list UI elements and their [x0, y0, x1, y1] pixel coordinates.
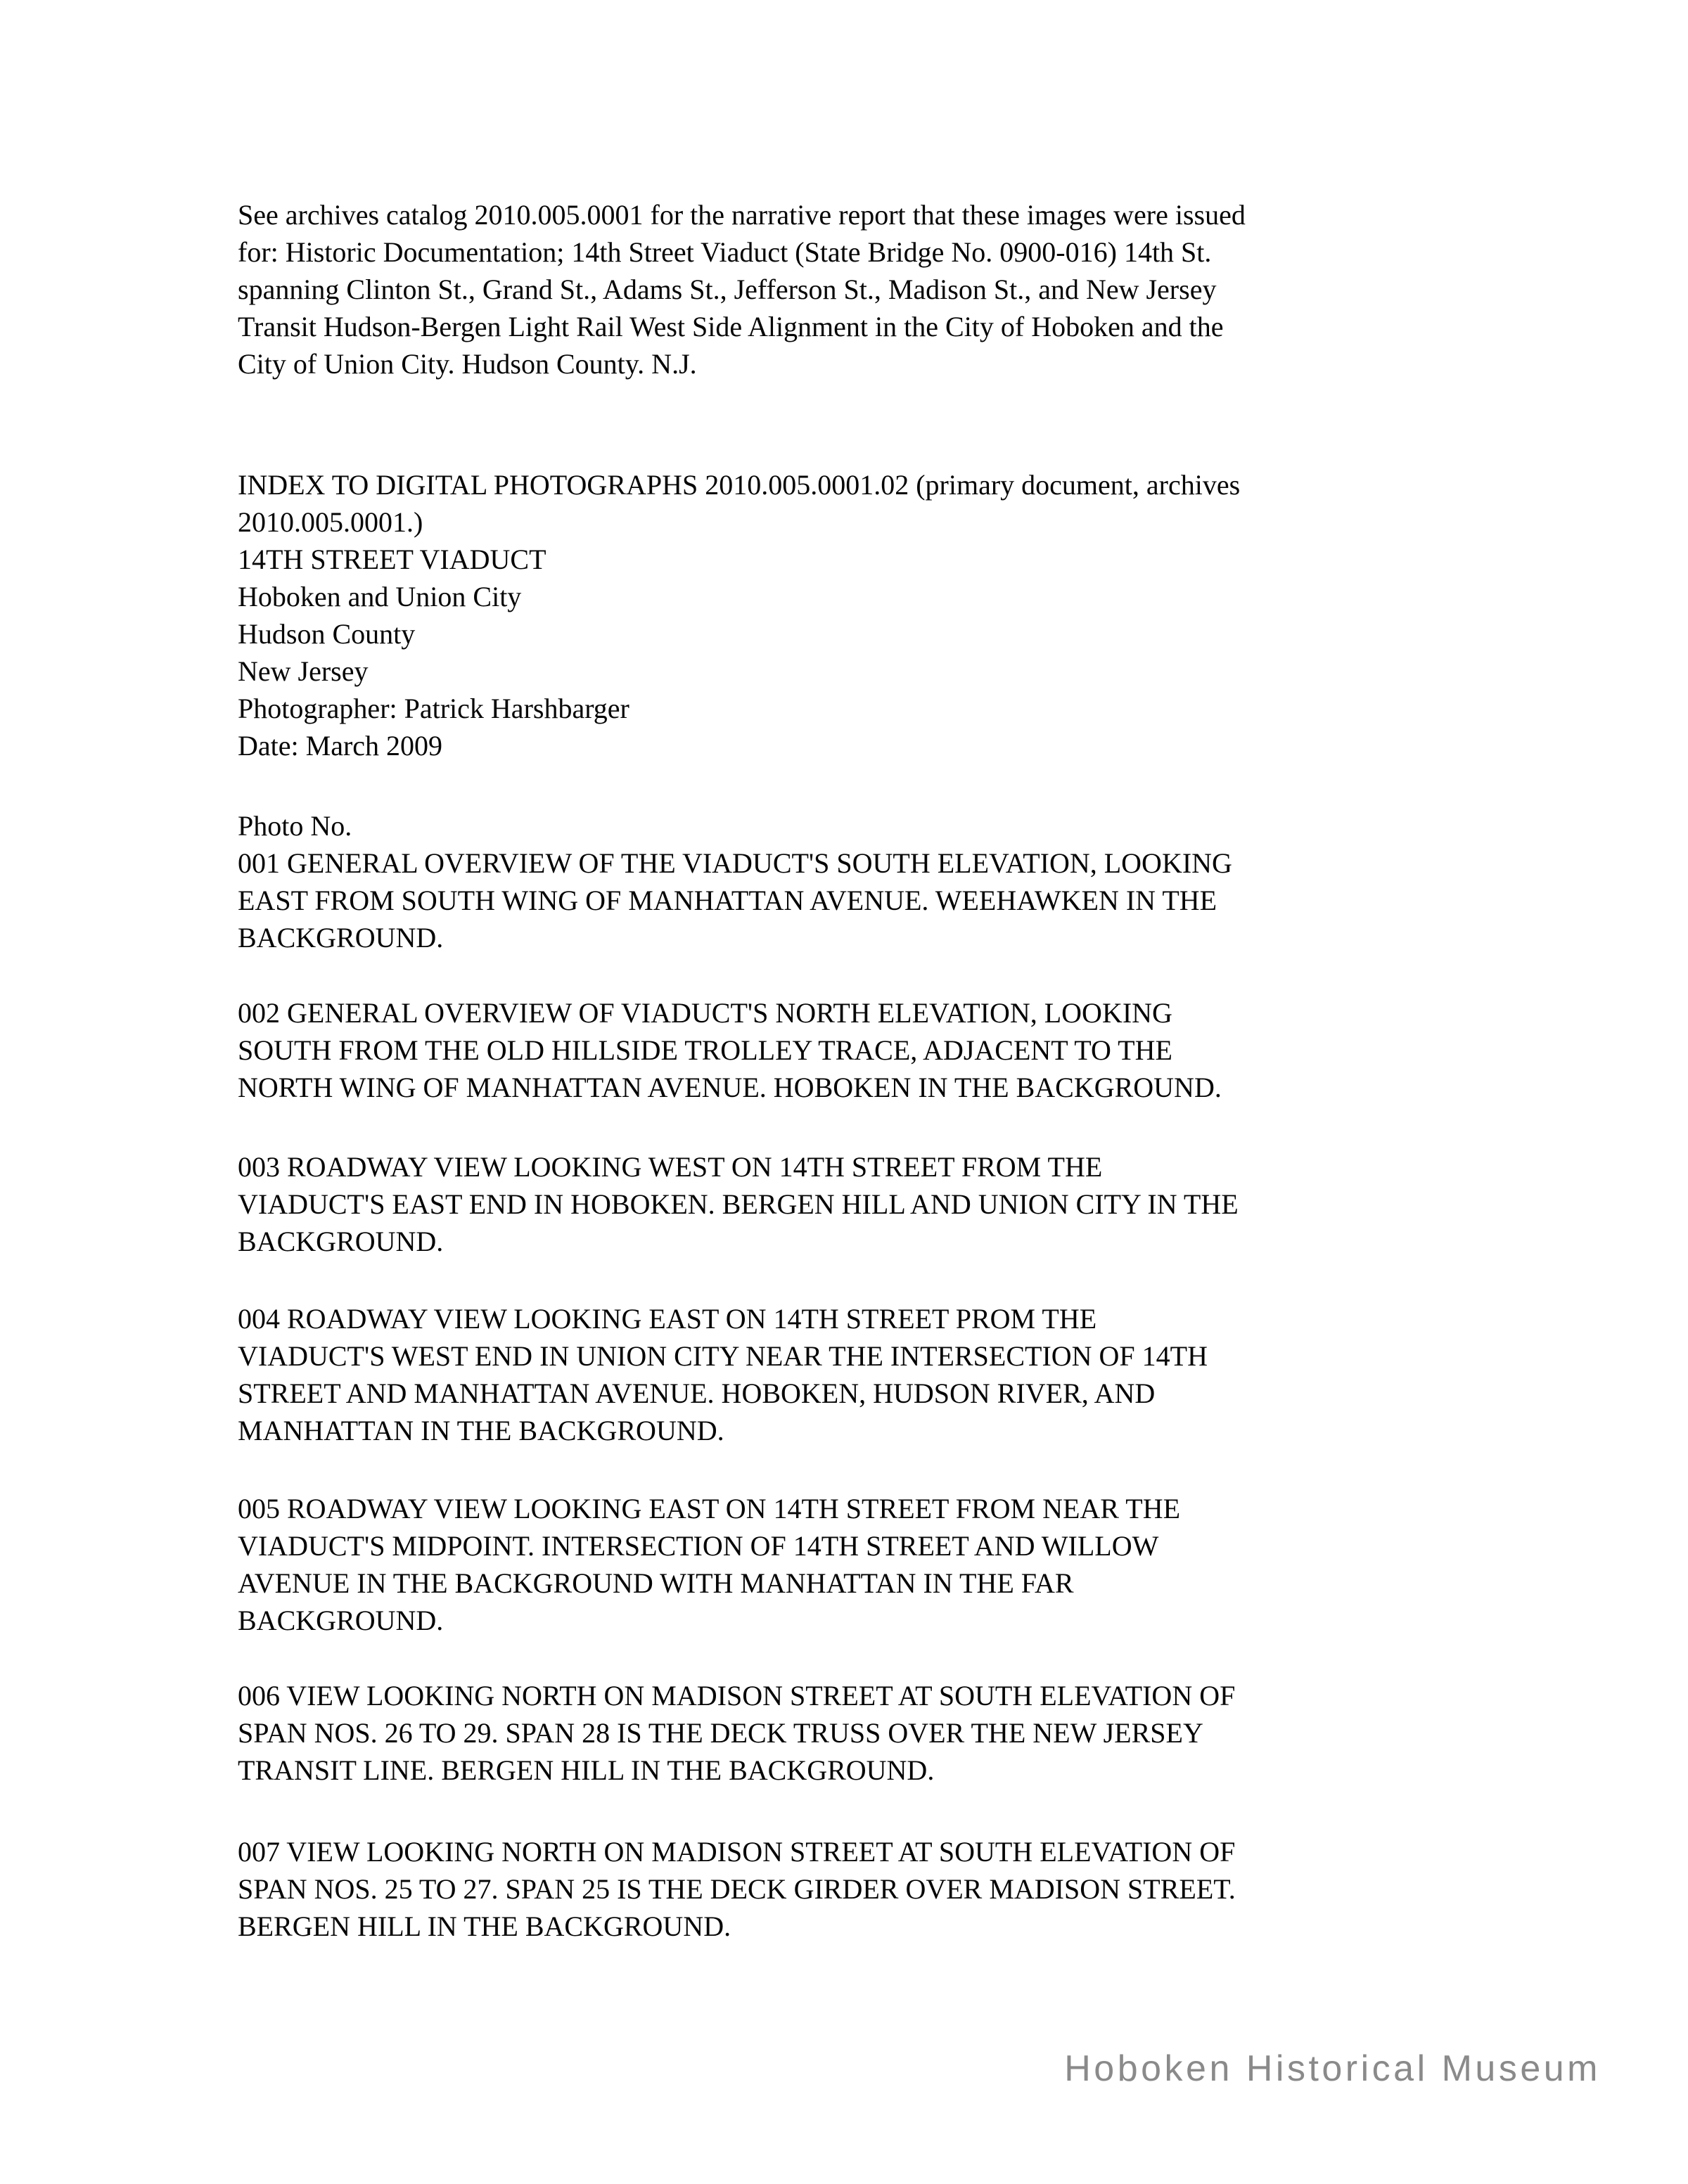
text-line: 001 GENERAL OVERVIEW OF THE VIADUCT'S SOUTH ELEVATION, LOOKING [238, 847, 1232, 879]
text-line: VIADUCT'S EAST END IN HOBOKEN. BERGEN HILL AND UNION CITY IN THE [238, 1188, 1239, 1220]
photo-entry-003 [238, 1148, 1476, 1260]
text-line: TRANSIT LINE. BERGEN HILL IN THE BACKGROUND. [238, 1754, 935, 1786]
index-title-line: 2010.005.0001.) [238, 506, 423, 538]
photo-list-header: Photo No. [238, 810, 352, 842]
text-line: 007 VIEW LOOKING NORTH ON MADISON STREET AT SOUTH ELEVATION OF [238, 1836, 1236, 1868]
text-line: VIADUCT'S MIDPOINT. INTERSECTION OF 14TH STREET AND WILLOW [238, 1530, 1159, 1562]
text-line: BACKGROUND. [238, 1605, 444, 1636]
photo-entry-007 [238, 1833, 1476, 1945]
text-line: 003 ROADWAY VIEW LOOKING WEST ON 14TH STREET FROM THE [238, 1151, 1103, 1183]
text-line: BERGEN HILL IN THE BACKGROUND. [238, 1910, 731, 1942]
photo-entry-001 [238, 807, 1476, 956]
intro-paragraph [238, 196, 1476, 383]
location-line: Hoboken and Union City [238, 581, 522, 612]
text-line: SPAN NOS. 25 TO 27. SPAN 25 IS THE DECK GIRDER OVER MADISON STREET. [238, 1873, 1236, 1905]
index-header [238, 466, 1476, 764]
text-line: MANHATTAN IN THE BACKGROUND. [238, 1415, 724, 1446]
text-line: City of Union City. Hudson County. N.J. [238, 348, 697, 380]
text-line: 002 GENERAL OVERVIEW OF VIADUCT'S NORTH ELEVATION, LOOKING [238, 997, 1172, 1029]
text-line: SOUTH FROM THE OLD HILLSIDE TROLLEY TRACE, ADJACENT TO THE [238, 1034, 1172, 1066]
text-line: SPAN NOS. 26 TO 29. SPAN 28 IS THE DECK TRUSS OVER THE NEW JERSEY [238, 1717, 1203, 1749]
bridge-name-line: 14TH STREET VIADUCT [238, 544, 546, 575]
date-line: Date: March 2009 [238, 730, 443, 762]
text-line: BACKGROUND. [238, 1226, 444, 1257]
text-line: NORTH WING OF MANHATTAN AVENUE. HOBOKEN IN THE BACKGROUND. [238, 1072, 1222, 1103]
index-title-line: INDEX TO DIGITAL PHOTOGRAPHS 2010.005.0001.02 (primary document, archives [238, 469, 1241, 501]
text-line: BACKGROUND. [238, 922, 444, 953]
museum-watermark: Hoboken Historical Museum [1064, 2048, 1601, 2089]
photographer-line: Photographer: Patrick Harshbarger [238, 693, 629, 724]
photo-entry-005 [238, 1490, 1476, 1639]
text-line: 005 ROADWAY VIEW LOOKING EAST ON 14TH STREET FROM NEAR THE [238, 1493, 1181, 1524]
text-line: Transit Hudson-Bergen Light Rail West Side Alignment in the City of Hoboken and the [238, 311, 1224, 342]
text-line: VIADUCT'S WEST END IN UNION CITY NEAR THE INTERSECTION OF 14TH [238, 1340, 1208, 1372]
state-line: New Jersey [238, 655, 369, 687]
photo-entry-006 [238, 1677, 1476, 1789]
text-line: See archives catalog 2010.005.0001 for the narrative report that these images were issued [238, 199, 1246, 231]
photo-entry-002 [238, 994, 1476, 1106]
text-line: AVENUE IN THE BACKGROUND WITH MANHATTAN IN THE FAR [238, 1567, 1074, 1599]
text-line: for: Historic Documentation; 14th Street Viaduct (State Bridge No. 0900-016) 14th St. [238, 236, 1212, 268]
county-line: Hudson County [238, 618, 416, 650]
text-line: 006 VIEW LOOKING NORTH ON MADISON STREET AT SOUTH ELEVATION OF [238, 1680, 1236, 1711]
text-line: EAST FROM SOUTH WING OF MANHATTAN AVENUE. WEEHAWKEN IN THE [238, 885, 1217, 916]
text-line: spanning Clinton St., Grand St., Adams St., Jefferson St., Madison St., and New Jersey [238, 274, 1217, 305]
text-line: 004 ROADWAY VIEW LOOKING EAST ON 14TH STREET PROM THE [238, 1303, 1097, 1335]
text-line: STREET AND MANHATTAN AVENUE. HOBOKEN, HUDSON RIVER, AND [238, 1377, 1156, 1409]
document-content [238, 196, 1476, 1945]
photo-entry-004 [238, 1300, 1476, 1449]
